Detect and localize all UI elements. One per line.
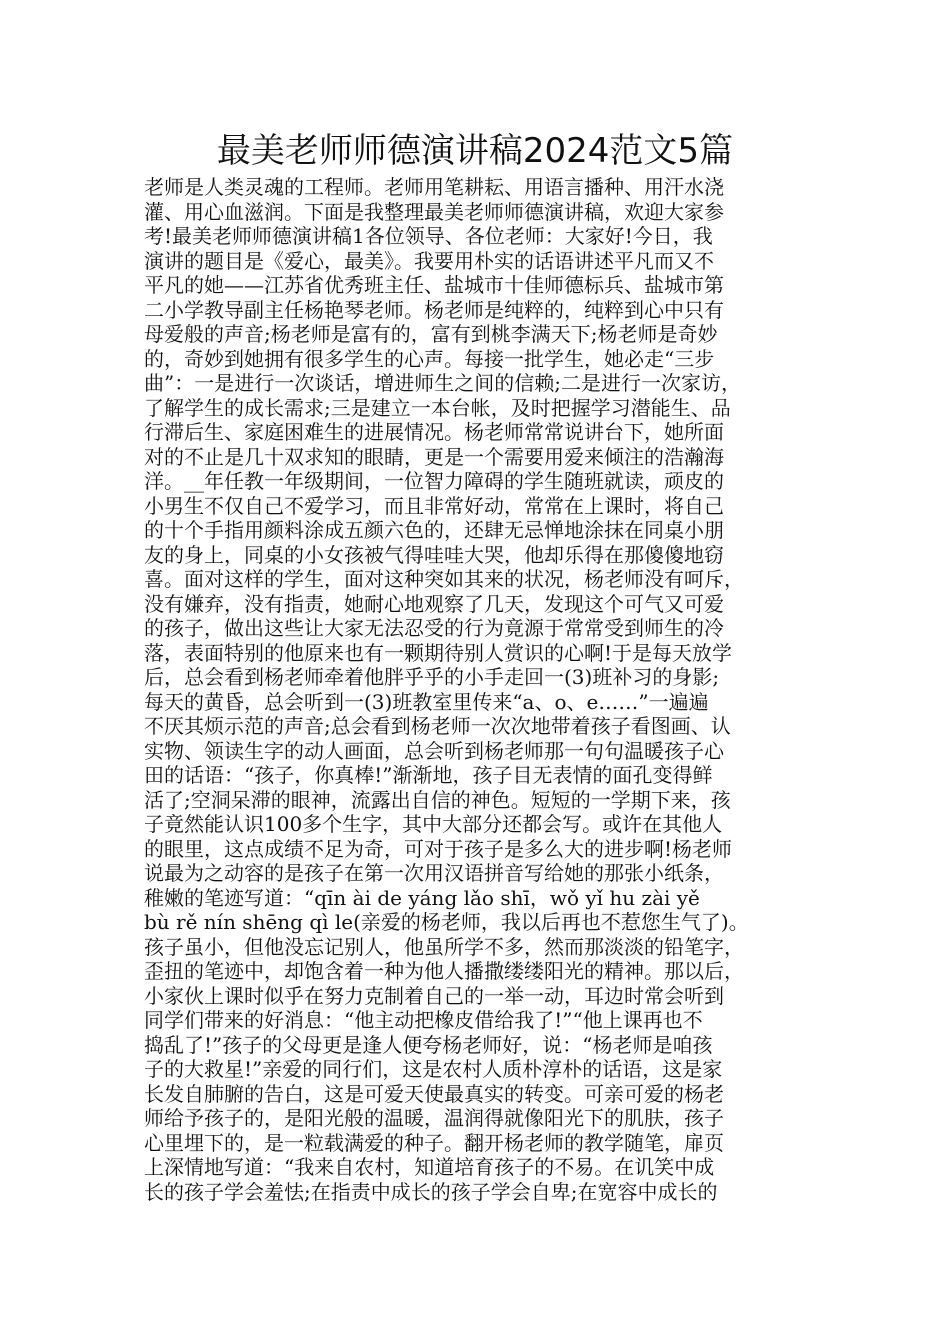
body-text-line: 落，表面特别的他原来也有一颗期待别人赏识的心啊!于是每天放学 [144,640,733,665]
body-text-line: 喜。面对这样的学生，面对这种突如其来的状况，杨老师没有呵斥， [144,567,744,591]
body-text-line: 行滞后生、家庭困难生的进展情况。杨老师常常说讲台下，她所面 [144,420,724,444]
body-text-line: 友的身上，同桌的小女孩被气得哇哇大哭，他却乐得在那傻傻地窃 [144,542,724,567]
body-text-line: 心里埋下的，是一粒载满爱的种子。翻开杨老师的教学随笔，扉页 [144,1130,724,1155]
body-text-line: 长发自肺腑的告白，这是可爱天使最真实的转变。可亲可爱的杨老 [144,1081,724,1106]
body-text-line: 了解学生的成长需求;三是建立一本台帐，及时把握学习潜能生、品 [144,395,731,420]
body-text-line: 的十个手指用颜料涂成五颜六色的，还肆无忌惮地涂抹在同桌小朋 [144,518,724,542]
body-text-line: 二小学教导副主任杨艳琴老师。杨老师是纯粹的，纯粹到心中只有 [144,297,724,322]
body-text-line: bù rě nín shēng qì le(亲爱的杨老师，我以后再也不惹您生气了)。 [144,910,749,934]
body-text-line: 没有嫌弃，没有指责，她耐心地观察了几天，发现这个可气又可爱 [144,591,724,616]
body-text-line: 演讲的题目是《爱心，最美》。我要用朴实的话语讲述平凡而又不 [144,248,714,273]
body-text-line: 子竟然能认识100多个生字，其中大部分还都会写。或许在其他人 [144,812,723,836]
body-text-line: 捣乱了!”孩子的父母更是逢人便夸杨老师好，说：“杨老师是咱孩 [144,1032,713,1057]
body-text-line: 上深情地写道：“我来自农村，知道培育孩子的不易。在讥笑中成 [144,1155,715,1179]
body-text-line: 歪扭的笔迹中，却饱含着一种为他人播撒缕缕阳光的精神。那以后， [144,959,744,983]
body-text-line: 的眼里，这点成绩不足为奇，可对于孩子是多么大的进步啊!杨老师 [144,836,733,861]
body-text-line: 说最为之动容的是孩子在第一次用汉语拼音写给她的那张小纸条， [144,861,724,885]
body-text-line: 小家伙上课时似乎在努力克制着自己的一举一动，耳边时常会听到 [144,983,724,1008]
body-text-line: 洋。__年任教一年级期间，一位智力障碍的学生随班就读，顽皮的 [144,469,724,493]
body-text-line: 对的不止是几十双求知的眼睛，更是一个需要用爱来倾注的浩瀚海 [144,444,724,469]
body-text-line: 实物、领读生字的动人画面，总会听到杨老师那一句句温暖孩子心 [144,738,724,763]
body-text-line: 的，奇妙到她拥有很多学生的心声。每接一批学生，她必走“三步 [144,346,715,371]
body-text-line: 考!最美老师师德演讲稿1各位领导、各位老师：大家好!今日，我 [144,224,713,248]
body-text-line: 小男生不仅自己不爱学习，而且非常好动，常常在上课时，将自己 [144,493,724,518]
document-title: 最美老师师德演讲稿2024范文5篇 [216,131,734,171]
body-text-line: 长的孩子学会羞怯;在指责中成长的孩子学会自卑;在宽容中成长的 [144,1179,718,1204]
document-body [144,175,814,1204]
body-text-line: 平凡的她——江苏省优秀班主任、盐城市十佳师德标兵、盐城市第 [144,273,724,297]
body-text-line: 田的话语：“孩子，你真棒!”渐渐地，孩子目无表情的面孔变得鲜 [144,763,713,787]
body-text-line: 同学们带来的好消息：“他主动把橡皮借给我了!”“他上课再也不 [144,1008,703,1032]
body-text-line: 师给予孩子的，是阳光般的温暖，温润得就像阳光下的肌肤，孩子 [144,1106,724,1130]
body-text-line: 子的大救星!”亲爱的同行们，这是农村人质朴淳朴的话语，这是家 [144,1057,723,1081]
body-text-line: 母爱般的声音;杨老师是富有的，富有到桃李满天下;杨老师是奇妙 [144,322,718,346]
body-text-line: 灌、用心血滋润。下面是我整理最美老师师德演讲稿，欢迎大家参 [144,199,724,224]
body-text-line: 老师是人类灵魂的工程师。老师用笔耕耘、用语言播种、用汗水浇 [144,175,724,199]
body-text-line: 后，总会看到杨老师牵着他胖乎乎的小手走回一(3)班补习的身影; [144,665,720,689]
body-text-line: 活了;空洞呆滞的眼神，流露出自信的神色。短短的一学期下来，孩 [144,787,731,812]
body-text-line: 孩子虽小，但他没忘记别人，他虽所学不多，然而那淡淡的铅笔字， [144,934,744,959]
body-text-line: 不厌其烦示范的声音;总会看到杨老师一次次地带着孩子看图画、认 [144,714,731,738]
body-text-line: 的孩子，做出这些让大家无法忍受的行为竟源于常常受到师生的冷 [144,616,724,640]
body-text-line: 曲”：一是进行一次谈话，增进师生之间的信赖;二是进行一次家访， [144,371,741,395]
body-text-line: 每天的黄昏，总会听到一(3)班教室里传来“a、o、e……”一遍遍 [144,689,709,714]
body-text-line: 稚嫩的笔迹写道：“qīn ài de yáng lǎo shī，wǒ yǐ hu zài yě [144,885,700,910]
